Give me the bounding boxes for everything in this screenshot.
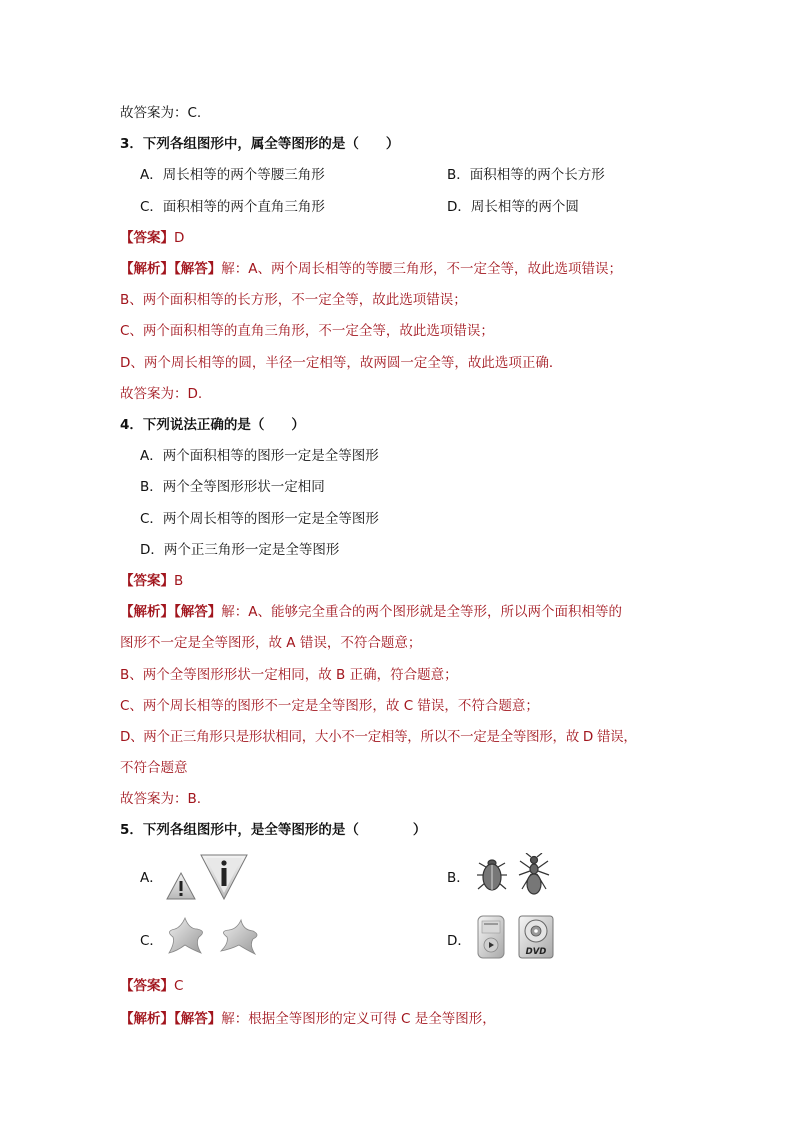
q3-option-c: C．面积相等的两个直角三角形 bbox=[140, 199, 325, 215]
q4-option-d: D．两个正三角形一定是全等图形 bbox=[140, 542, 340, 558]
q4-stem: 4．下列说法正确的是（ ） bbox=[120, 417, 305, 433]
q4-option-c: C．两个周长相等的图形一定是全等图形 bbox=[140, 511, 379, 527]
q3-analysis-4: D、两个周长相等的圆，半径一定相等，故两圆一定全等，故此选项正确． bbox=[120, 355, 563, 371]
star-blob-icon bbox=[221, 920, 257, 954]
q5-option-b-label: B． bbox=[447, 870, 470, 886]
q5-analysis-1: 【解析】【解答】解：根据全等图形的定义可得 C 是全等图形， bbox=[120, 1011, 496, 1027]
answer-tag: 【答案】 bbox=[120, 978, 174, 994]
q4-analysis-2: B、两个全等图形形状一定相同，故 B 正确，符合题意； bbox=[120, 667, 458, 683]
q4-answer bbox=[120, 571, 183, 591]
q5-figure-c bbox=[163, 915, 263, 957]
q3-stem: 3．下列各组图形中，属全等图形的是（ ） bbox=[120, 136, 400, 152]
q4-option-a: A．两个面积相等的图形一定是全等图形 bbox=[140, 448, 379, 464]
q4-option-b: B．两个全等图形形状一定相同 bbox=[140, 479, 325, 495]
answer-tag: 【答案】 bbox=[120, 230, 174, 246]
q3-option-a: A．周长相等的两个等腰三角形 bbox=[140, 167, 325, 183]
q5-option-a-label: A． bbox=[140, 870, 163, 886]
answer-value: D bbox=[174, 230, 185, 246]
q3-analysis-1: 【解析】【解答】解：A、两个周长相等的等腰三角形，不一定全等，故此选项错误； bbox=[120, 261, 622, 277]
q5-option-d-label: D． bbox=[447, 933, 471, 949]
analysis-tag: 【解析】【解答】 bbox=[120, 604, 222, 620]
q4-analysis-4b: 不符合题意 bbox=[120, 760, 188, 776]
warning-triangle-icon bbox=[167, 873, 195, 899]
q4-analysis-3: C、两个周长相等的图形不一定是全等图形，故 C 错误，不符合题意； bbox=[120, 698, 539, 714]
analysis-tag: 【解析】【解答】 bbox=[120, 261, 222, 277]
q4-analysis-1b: 图形不一定是全等图形，故 A 错误，不符合题意； bbox=[120, 635, 422, 651]
answer-tag: 【答案】 bbox=[120, 573, 174, 589]
media-player-icon bbox=[478, 916, 504, 958]
analysis-tag: 【解析】【解答】 bbox=[120, 1011, 222, 1027]
q3-final-answer: 故答案为：D. bbox=[120, 386, 203, 402]
q5-stem: 5．下列各组图形中，是全等图形的是（ ） bbox=[120, 822, 427, 838]
q5-figure-b bbox=[476, 853, 556, 898]
dvd-label: DVD bbox=[525, 947, 547, 957]
ant-icon bbox=[519, 853, 549, 894]
beetle-icon bbox=[477, 860, 507, 890]
q3-option-d: D．周长相等的两个圆 bbox=[447, 199, 579, 215]
q4-analysis-4: D、两个正三角形只是形状相同，大小不一定相等，所以不一定是全等图形，故 D 错误， bbox=[120, 729, 637, 745]
q3-answer bbox=[120, 228, 184, 248]
q5-answer bbox=[120, 976, 183, 996]
answer-value: C bbox=[174, 978, 184, 994]
q4-final-answer: 故答案为：B. bbox=[120, 791, 202, 807]
q3-analysis-3: C、两个面积相等的直角三角形，不一定全等，故此选项错误； bbox=[120, 323, 494, 339]
info-triangle-icon bbox=[201, 855, 247, 899]
dvd-icon bbox=[519, 916, 553, 958]
q5-figure-d bbox=[477, 913, 557, 961]
star-blob-icon bbox=[169, 918, 203, 953]
q3-option-b: B．面积相等的两个长方形 bbox=[447, 167, 605, 183]
answer-value: B bbox=[174, 573, 184, 589]
prev-answer-line: 故答案为：C. bbox=[120, 105, 202, 121]
q4-analysis-1: 【解析】【解答】解：A、能够完全重合的两个图形就是全等形，所以两个面积相等的 bbox=[120, 604, 622, 620]
q3-analysis-2: B、两个面积相等的长方形，不一定全等，故此选项错误； bbox=[120, 292, 467, 308]
q5-figure-a bbox=[165, 853, 250, 903]
q5-option-c-label: C． bbox=[140, 933, 163, 949]
